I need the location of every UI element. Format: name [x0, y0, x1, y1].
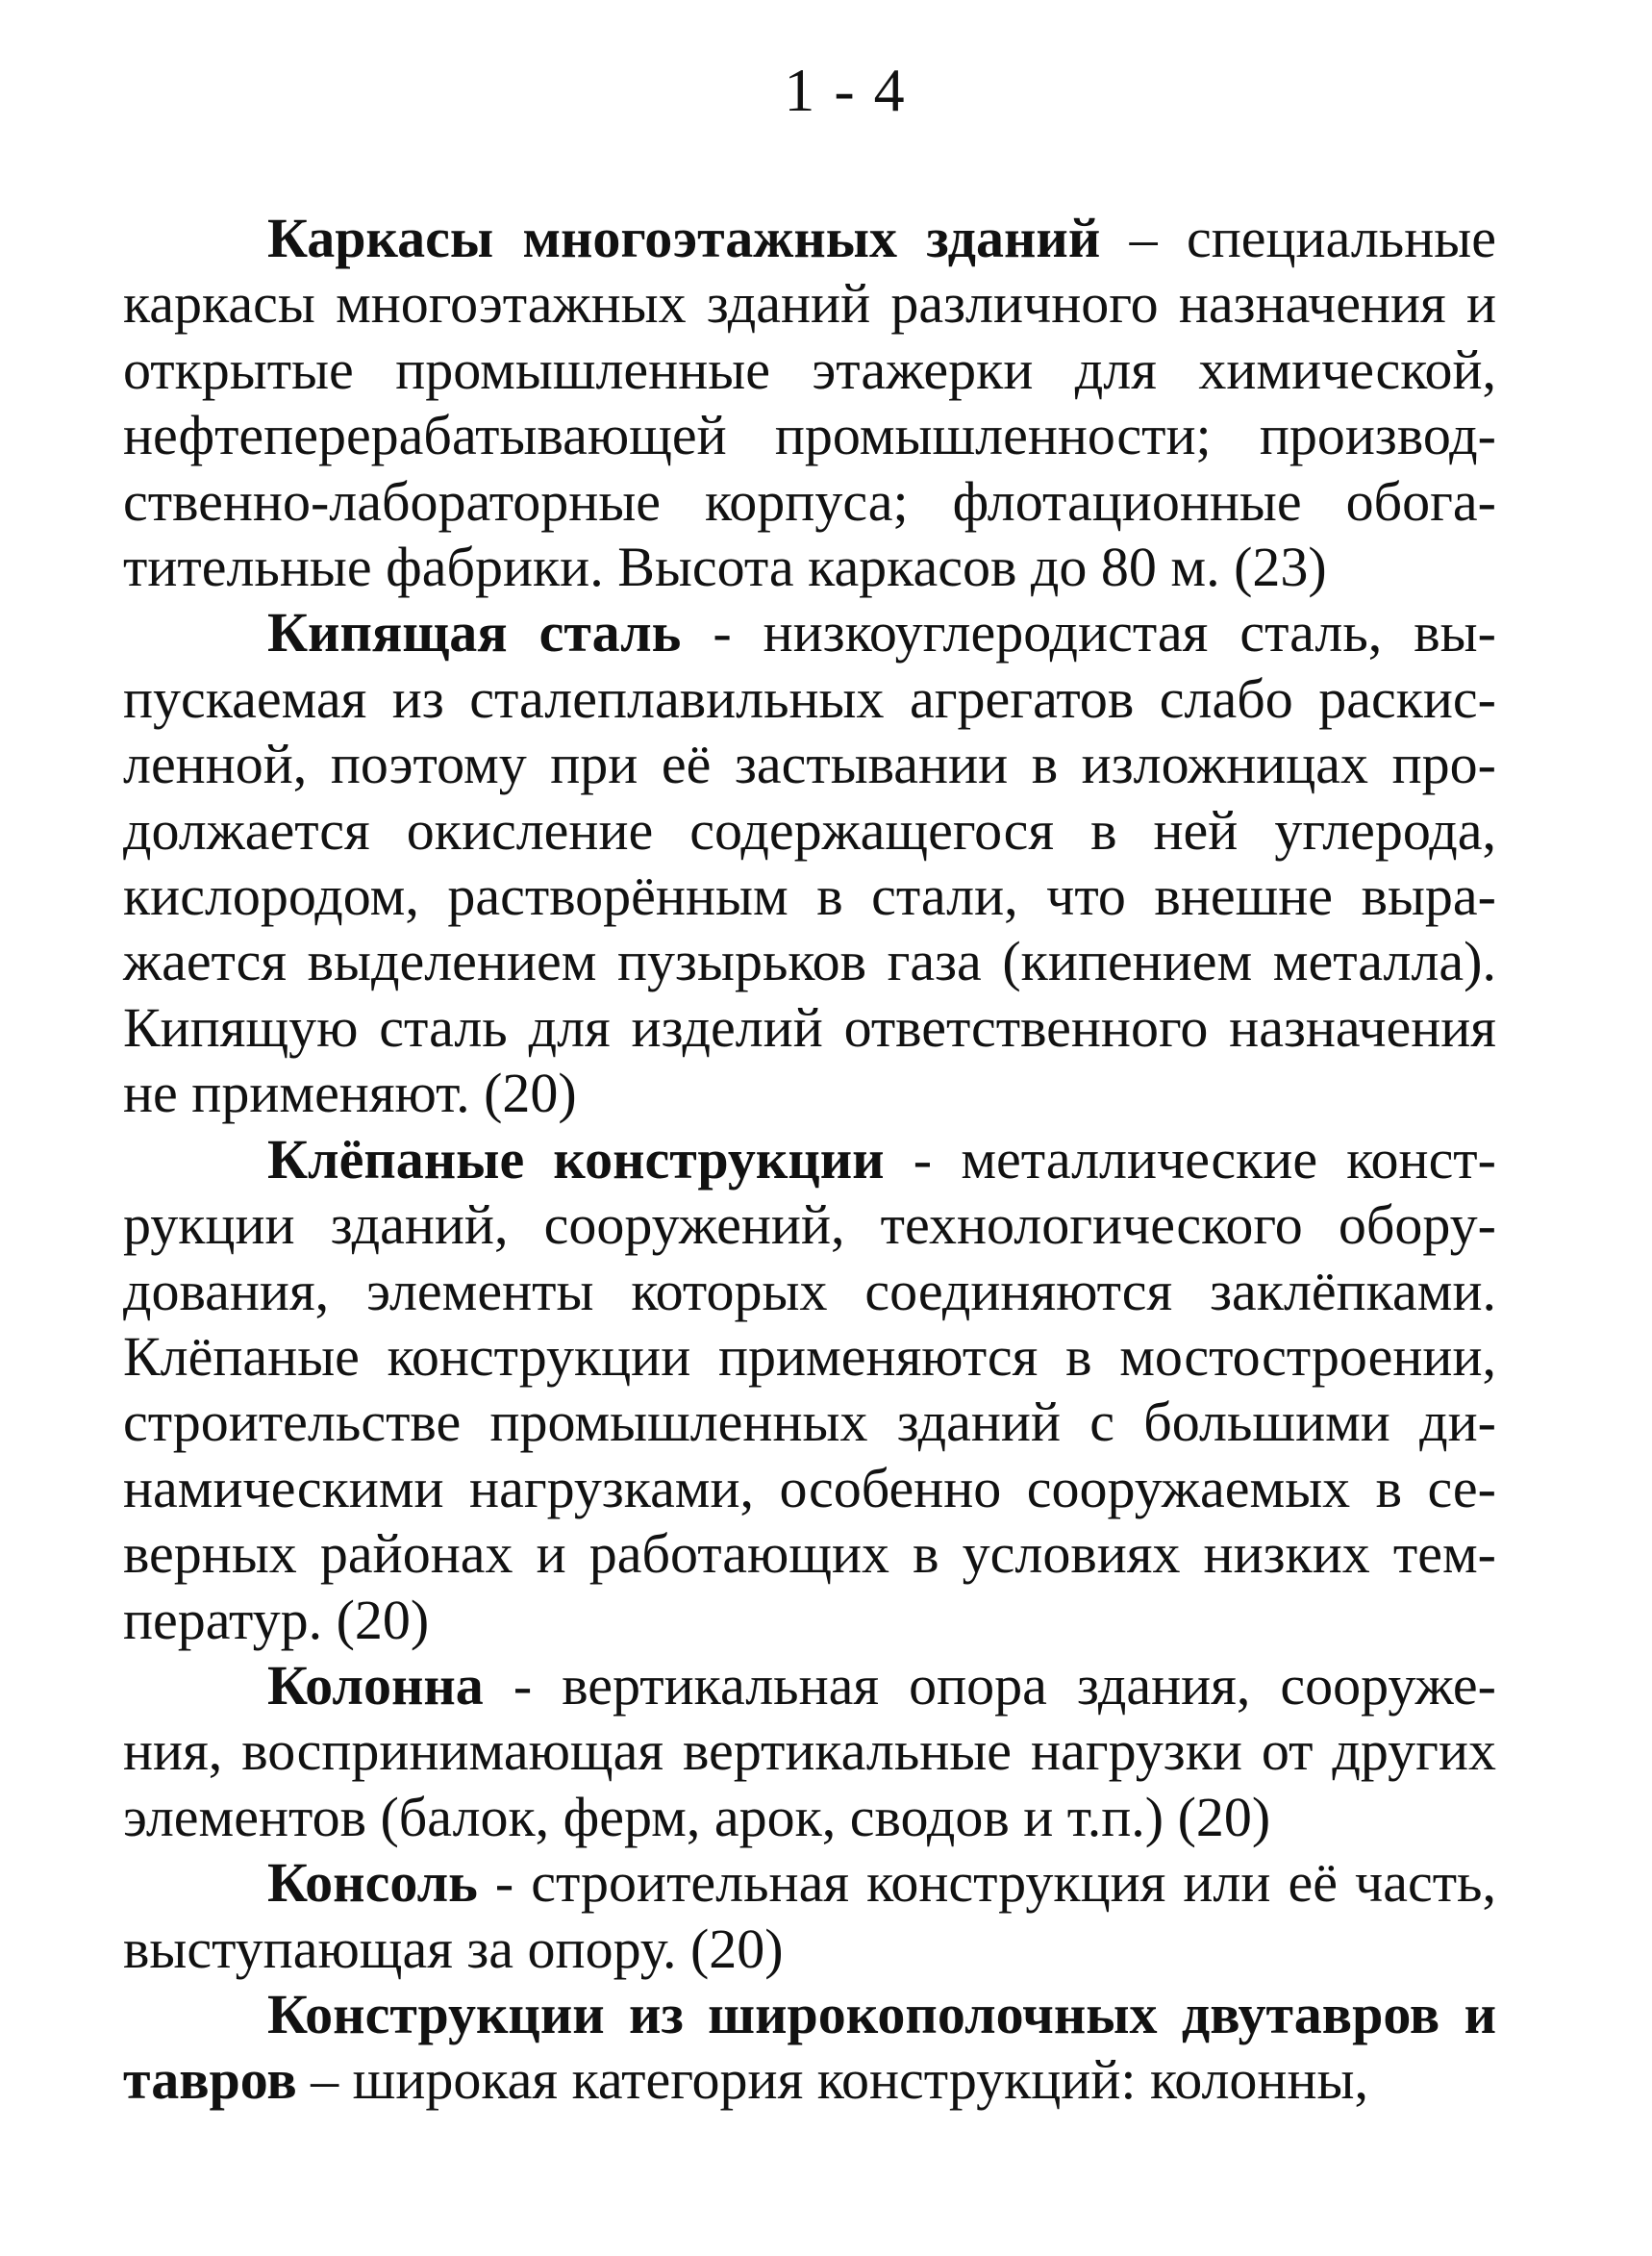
- entry-definition: широкая категория конструкций: колонны,: [352, 2048, 1368, 2112]
- glossary-content: [123, 206, 1496, 2114]
- entry-definition: низкоуглеродистая сталь, выпускаемая из сталеплавильных агрегатов слабо раскисленной, поэтому при её застывании в изложницах продолжается окисление содержащегося в ней углерода, кислородом, растворённым в стали, что внешне выражается выделением пузырьков газа (кипением металла). Кипящую сталь для изделий ответственного назначения не применяют. (20): [123, 601, 1496, 1125]
- entry-definition: вертикальная опора здания, сооружения, воспринимающая вертикальные нагрузки от других элементов (балок, ферм, арок, сводов и т.п.) (20): [123, 1653, 1496, 1848]
- entry-term: Каркасы многоэтажных зданий: [267, 207, 1101, 269]
- entry-separator: -: [681, 601, 763, 664]
- entry-separator: –: [1100, 207, 1187, 269]
- entry-term: Кипящая сталь: [267, 601, 682, 664]
- glossary-entry: [123, 1653, 1496, 1850]
- entry-term: Консоль: [267, 1851, 478, 1915]
- entry-definition: металлические конструкции зданий, сооружений, технологического оборудования, элементы которых соединяются заклёпками. Клёпаные конструкции применяются в мостостроении, строительстве промышленных зданий с большими динамическими нагрузками, особенно сооружаемых в северных районах и работающих в условиях низких температур. (20): [123, 1127, 1496, 1651]
- entry-separator: –: [296, 2048, 353, 2112]
- entry-term: Колонна: [267, 1653, 484, 1717]
- glossary-entry: [123, 1982, 1496, 2114]
- glossary-entry: [123, 1850, 1496, 1982]
- entry-separator: -: [477, 1851, 532, 1915]
- page-number: 1 - 4: [784, 56, 907, 124]
- glossary-entry: [123, 600, 1496, 1126]
- entry-separator: -: [483, 1653, 563, 1717]
- entry-definition: строительная конструкция или её часть, выступающая за опору. (20): [123, 1851, 1496, 1980]
- entry-definition: специальные каркасы многоэтажных зданий различного назначения и открытые промышленные этажерки для химической, нефтеперерабатывающей промышленности; производственно-лабораторные корпуса; флотационные обогатительные фабрики. Высота каркасов до 80 м. (23): [123, 207, 1496, 599]
- glossary-entry: [123, 206, 1496, 600]
- entry-term: Конструкции из широкополочных двутавров и тавров: [123, 1982, 1496, 2112]
- entry-separator: -: [884, 1127, 962, 1191]
- glossary-entry: [123, 1127, 1496, 1653]
- entry-term: Клёпаные конструкции: [267, 1127, 885, 1191]
